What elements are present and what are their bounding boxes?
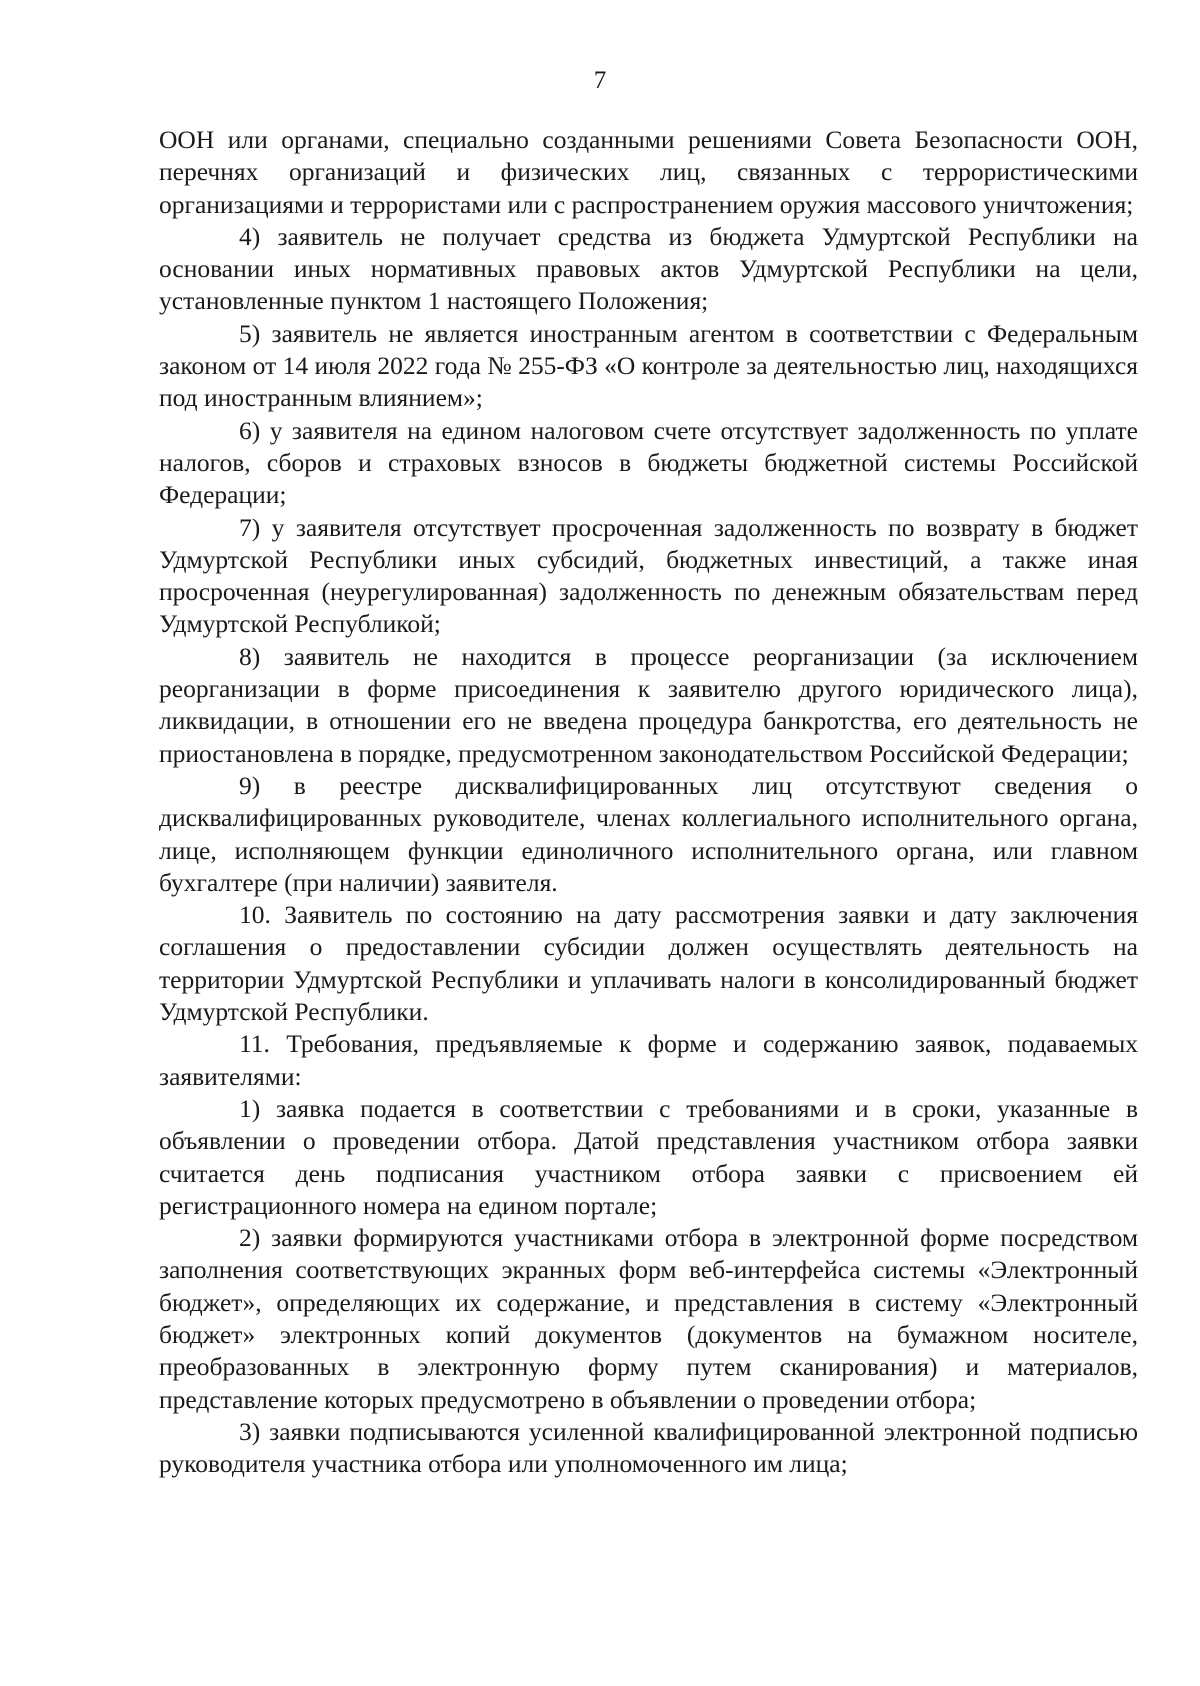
paragraph-item-7: 7) у заявителя отсутствует просроченная задолженность по возврату в бюджет Удмуртской Республики иных субсидий, бюджетных инвестиций, а также иная просроченная (неурегулированная) задолженность по денежным обязательствам перед Удмуртской Республикой;	[159, 512, 1138, 639]
paragraph-subitem-2: 2) заявки формируются участниками отбора в электронной форме посредством заполнения соответствующих экранных форм веб-интерфейса системы «Электронный бюджет», определяющих их содержание, и представления в систему «Электронный бюджет» электронных копий документов (документов на бумажном носителе, преобразованных в электронную форму путем сканирования) и материалов, представление которых предусмотрено в объявлении о проведении отбора;	[159, 1223, 1138, 1414]
document-body	[159, 124, 1138, 1480]
paragraph-section-10: 10. Заявитель по состоянию на дату рассмотрения заявки и дату заключения соглашения о предоставлении субсидии должен осуществлять деятельность на территории Удмуртской Республики и уплачивать налоги в консолидированный бюджет Удмуртской Республики.	[159, 900, 1138, 1027]
page-number: 7	[593, 67, 607, 94]
paragraph-continuation: ООН или органами, специально созданными решениями Совета Безопасности ООН, перечнях организаций и физических лиц, связанных с террористическими организациями и террористами или с распространением оружия массового уничтожения;	[159, 125, 1138, 219]
paragraph-section-11: 11. Требования, предъявляемые к форме и содержанию заявок, подаваемых заявителями:	[159, 1029, 1138, 1091]
paragraph-item-6: 6) у заявителя на едином налоговом счете отсутствует задолженность по уплате налогов, сборов и страховых взносов в бюджеты бюджетной системы Российской Федерации;	[159, 415, 1138, 510]
paragraph-item-8: 8) заявитель не находится в процессе реорганизации (за исключением реорганизации в форме присоединения к заявителю другого юридического лица), ликвидации, в отношении его не введена процедура банкротства, его деятельность не приостановлена в порядке, предусмотренном законодательством Российской Федерации;	[159, 641, 1138, 768]
paragraph-item-4: 4) заявитель не получает средства из бюджета Удмуртской Республики на основании иных нормативных правовых актов Удмуртской Республики на цели, установленные пунктом 1 настоящего Положения;	[159, 221, 1138, 316]
paragraph-item-5: 5) заявитель не является иностранным агентом в соответствии с Федеральным законом от 14 июля 2022 года № 255-ФЗ «О контроле за деятельностью лиц, находящихся под иностранным влиянием»;	[159, 318, 1138, 413]
paragraph-subitem-3: 3) заявки подписываются усиленной квалифицированной электронной подписью руководителя участника отбора или уполномоченного им лица;	[159, 1416, 1138, 1479]
paragraph-subitem-1: 1) заявка подается в соответствии с требованиями и в сроки, указанные в объявлении о проведении отбора. Датой представления участником отбора заявки считается день подписания участником отбора заявки с присвоением ей регистрационного номера на едином портале;	[159, 1093, 1138, 1220]
paragraph-item-9: 9) в реестре дисквалифицированных лиц отсутствуют сведения о дисквалифицированных руководителе, членах коллегиального исполнительного органа, лице, исполняющем функции единоличного исполнительного органа, или главном бухгалтере (при наличии) заявителя.	[159, 770, 1138, 897]
